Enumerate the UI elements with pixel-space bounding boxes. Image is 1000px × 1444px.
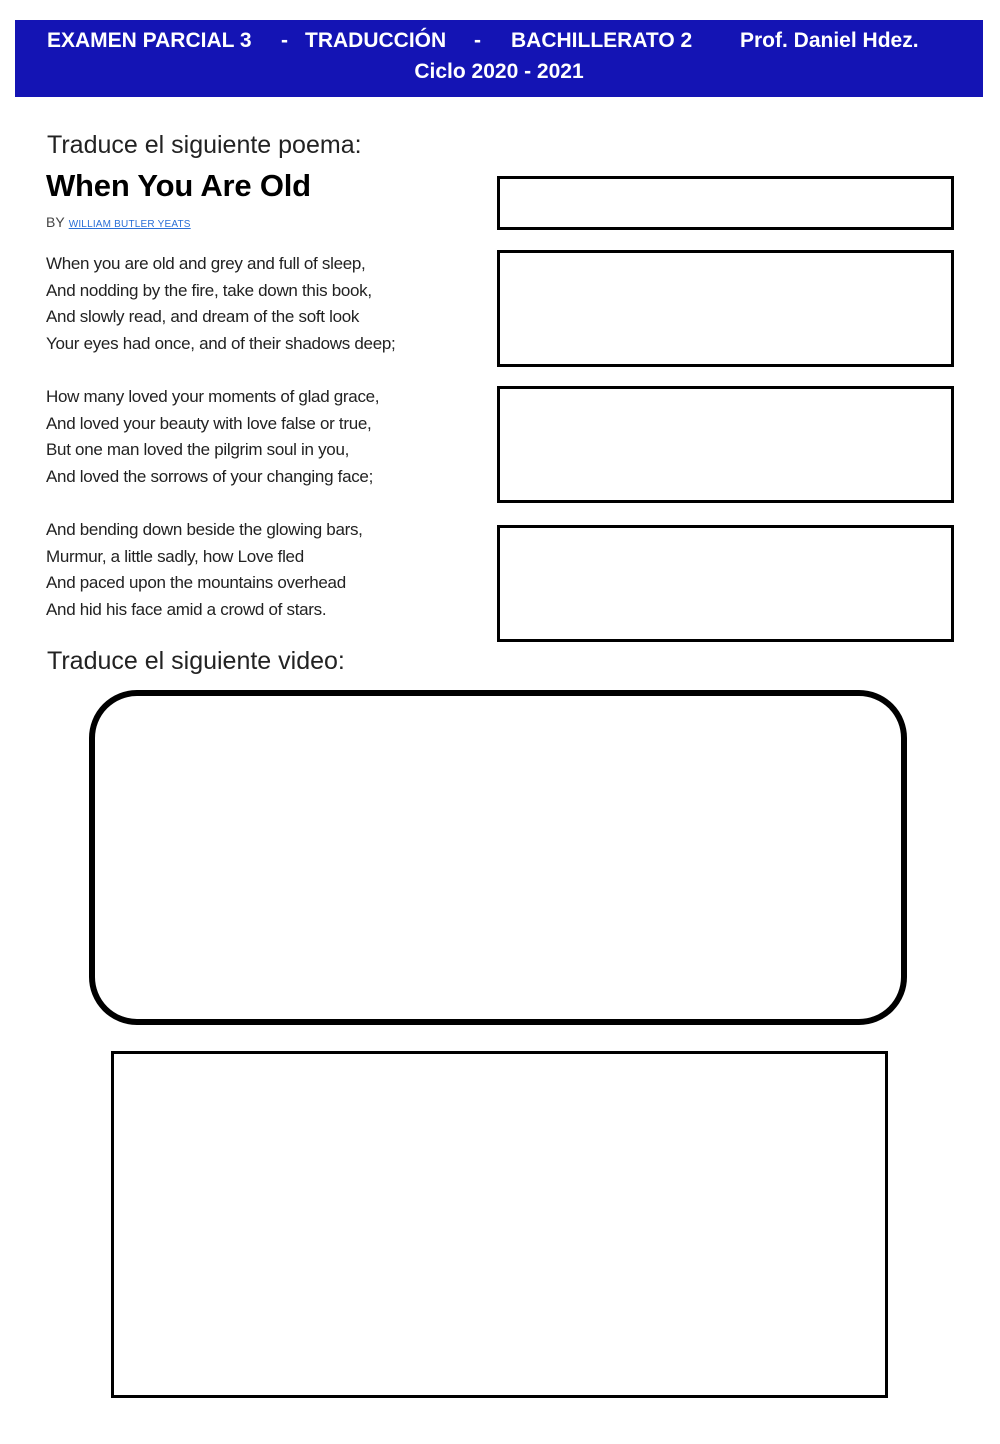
author-link[interactable]: WILLIAM BUTLER YEATS xyxy=(68,219,191,230)
stanza-1-translation-box[interactable] xyxy=(497,250,954,367)
poem-line: And loved the sorrows of your changing face; xyxy=(46,467,373,487)
grade-name: BACHILLERATO 2 xyxy=(511,29,693,52)
poem-title: When You Are Old xyxy=(46,168,311,203)
poem-stanza-2 xyxy=(46,384,379,491)
poem-line: Murmur, a little sadly, how Love fled xyxy=(46,546,304,566)
poem-line: And bending down beside the glowing bars, xyxy=(46,520,363,539)
poem-stanza-3 xyxy=(46,517,363,624)
poem-line: But one man loved the pilgrim soul in you, xyxy=(46,440,350,460)
teacher-name: Prof. Daniel Hdez. xyxy=(740,29,919,52)
exam-header xyxy=(15,20,983,97)
poem-line: How many loved your moments of glad grace, xyxy=(46,387,380,406)
header-line-1 xyxy=(15,29,983,57)
video-instruction: Traduce el siguiente video: xyxy=(47,647,345,675)
subject-name: TRADUCCIÓN xyxy=(305,29,447,52)
stanza-2-translation-box[interactable] xyxy=(497,386,954,503)
poem-line: And nodding by the fire, take down this book, xyxy=(46,280,372,300)
poem-line: Your eyes had once, and of their shadows deep; xyxy=(46,334,396,354)
header-separator: - xyxy=(474,29,481,52)
by-label: BY xyxy=(46,214,65,230)
poem-line: And hid his face amid a crowd of stars. xyxy=(46,600,327,620)
stanza-3-translation-box[interactable] xyxy=(497,525,954,642)
poem-byline xyxy=(46,214,191,230)
poem-line: And loved your beauty with love false or true, xyxy=(46,413,372,433)
poem-stanza-1 xyxy=(46,251,395,358)
video-frame[interactable] xyxy=(89,690,907,1025)
poem-line: And paced upon the mountains overhead xyxy=(46,573,346,593)
school-cycle: Ciclo 2020 - 2021 xyxy=(414,60,584,83)
header-separator: - xyxy=(281,29,288,52)
poem-line: When you are old and grey and full of sleep, xyxy=(46,254,366,273)
exam-name: EXAMEN PARCIAL 3 xyxy=(47,29,252,52)
poem-line: And slowly read, and dream of the soft look xyxy=(46,307,360,327)
video-translation-box[interactable] xyxy=(111,1051,888,1398)
title-translation-box[interactable] xyxy=(497,176,954,230)
poem-instruction: Traduce el siguiente poema: xyxy=(47,131,362,159)
